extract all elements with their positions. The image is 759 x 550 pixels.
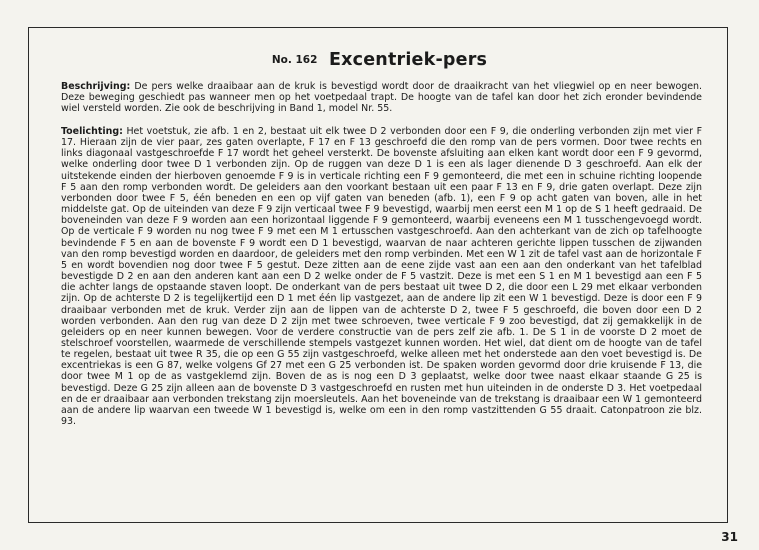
page-number: 31 [721,530,738,544]
description-paragraph [61,81,702,114]
page-title [0,50,759,70]
description-label: Beschrijving: [61,81,131,92]
explanation-paragraph [61,126,702,427]
description-text: De pers welke draaibaar aan de kruk is bevestigd wordt door de draaikracht van het vliegwiel op en neer bewogen. Deze beweging geschiedt pas wanneer men op het voetpedaal trapt. De hoogte van de tafel kan door het zich eronder bevindende wiel versteld worden. Zie ook de beschrijving in Band 1, model Nr. 55. [61,81,702,115]
model-number: No. 162 [271,54,318,66]
explanation-label: Toelichting: [61,126,123,137]
explanation-text: Het voetstuk, zie afb. 1 en 2, bestaat uit elk twee D 2 verbonden door een F 9, die onderling verbonden zijn met vier F 17. Hieraan zijn de vier paar, zes gaten overlapte, F 17 en F 13 geschroefd die den romp van de pers vormen. Door twee rechts en links diagonaal vastgeschroefde F 17 wordt het geheel versterkt. De bovenste afsluiting aan elken kant wordt door een F 9 gevormd, welke onderling door twee D 1 verbonden zijn. Op de ruggen van deze D 1 is een als lager dienende D 3 geschroefd. Aan elk der uitstekende einden der hierboven genoemde F 9 is in verticale richting een F 9 gemonteerd, die met een in schuine richting loopende F 5 aan den romp verbonden wordt. De geleiders aan den voorkant bestaan uit een paar F 13 en F 9, drie gaten overlapt. Deze zijn verbonden door twee F 5, één beneden en een op vijf gaten van beneden (afb. 1), een F 9 op acht gaten van boven, alle in het middelste gat. Op de uiteinden van deze F 9 zijn verticaal twee F 9 bevestigd, waarbij men eerst een M 1 op de S 1 heeft gedraaid. De boveneinden van deze F 9 worden aan een horizontaal liggende F 9 gemonteerd, waarbij eveneens een M 1 tusschengevoegd wordt. Op de verticale F 9 worden nu nog twee F 9 met een M 1 ertusschen vastgeschroefd. Aan den achterkant van de zich op tafelhoogte bevindende F 5 en aan de bovenste F 9 wordt een D 1 bevestigd, waarvan de naar achteren gerichte lippen tusschen de zijwanden van den romp bevestigd worden en daardoor, de geleiders met den romp verbinden. Met een W 1 zit de tafel vast aan de horizontale F 5 en wordt bovendien nog door twee F 5 gestut. Deze zitten aan de eene zijde vast aan een aan den onderkant van het tafelblad bevestigde D 2 en aan den anderen kant aan een D 2 welke onder de F 5 vastzit. Deze is met een S 1 en M 1 bevestigd aan een F 5 die achter langs de opstaande staven loopt. De onderkant van de pers bestaat uit twee D 2, die door een L 29 met elkaar verbonden zijn. Op de achterste D 2 is tegelijkertijd een D 1 met één lip vastgezet, aan de andere lip zit een W 1 bevestigd. Deze is door een F 9 draaibaar verbonden met de kruk. Verder zijn aan de lippen van de achterste D 2, twee F 5 geschroefd, die boven door een D 2 worden verbonden. Aan den rug van deze D 2 zijn met twee schroeven, twee verticale F 9 zoo bevestigd, dat zij gemakkelijk in de geleiders op en neer kunnen bewegen. Voor de verdere constructie van de pers zelf zie afb. 1. De S 1 in de voorste D 2 moet de stelschroef voorstellen, waarmede de verschillende stempels vastgezet kunnen worden. Het wiel, dat dient om de hoogte van de tafel te regelen, bestaat uit twee R 35, die op een G 55 zijn vastgeschroefd, welke alleen met het onderstede aan den voet bevestigd is. De excentriekas is een G 87, welke volgens Gf 27 met een G 25 verbonden ist. De spaken worden gevormd door drie kruisende F 13, die door twee M 1 op de as vastgeklemd zijn. Boven de as is nog een D 3 geplaatst, welke door twee naast elkaar staande G 25 is bevestigd. Deze G 25 zijn alleen aan de bovenste D 3 vastgeschroefd en rusten met hun uiteinden in de onderste D 3. Het voetpedaal en de er draaibaar aan verbonden trekstang zijn moersleutels. Aan het boveneinde van de trekstang is draaibaar een W 1 gemonteerd aan de andere lip waarvan een tweede W 1 bevestigd is, welke om een in den romp vastzittenden G 55 draait. Catonpatroon zie blz. 93. [61,126,702,428]
model-title: Excentriek-pers [329,50,488,70]
